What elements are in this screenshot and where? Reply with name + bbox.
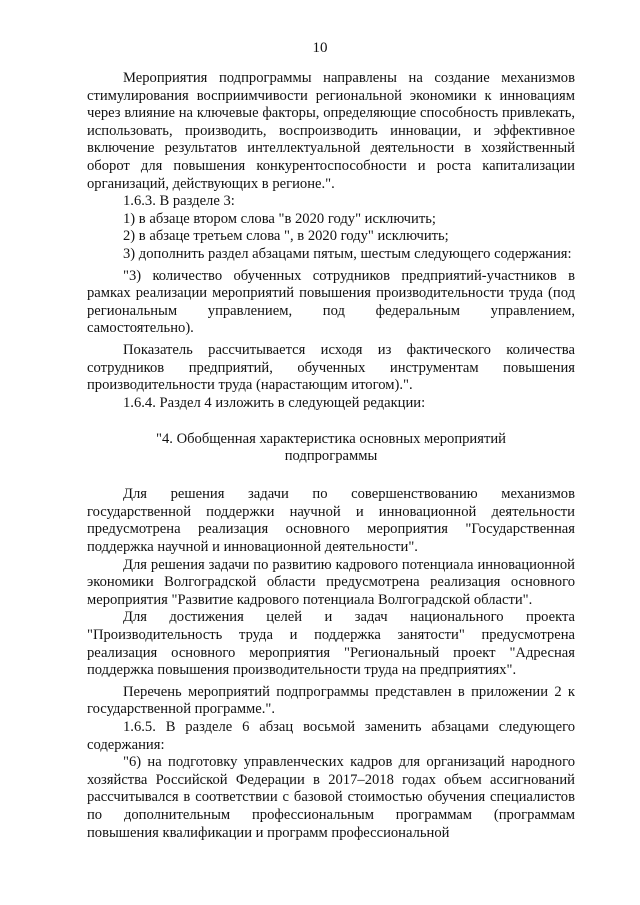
paragraph: "3) количество обученных сотрудников предприятий-участников в рамках реализации мероприятий повышения производительности труда (под региональным управлением, под федеральным управлением, самостоятельно).: [87, 267, 575, 337]
section-heading: [87, 431, 575, 465]
paragraph: Мероприятия подпрограммы направлены на создание механизмов стимулирования восприимчивости региональной экономики к инновациям через влияние на ключевые факторы, определяющие способность привлекать, использовать, производить, воспроизводить инновации, и эффективное включение результатов интеллектуальной деятельности в хозяйственный оборот для повышения конкурентоспособности и роста капитализации организаций, действующих в регионе.".: [87, 70, 575, 192]
paragraph: Для достижения целей и задач национального проекта "Производительность труда и поддержка занятости" предусмотрена реализация основного мероприятия "Региональный проект "Адресная поддержка повышения производительности труда на предприятиях".: [87, 609, 575, 679]
paragraph: Перечень мероприятий подпрограммы представлен в приложении 2 к государственной программе.".: [87, 683, 575, 718]
paragraph: 1) в абзаце втором слова "в 2020 году" исключить;: [123, 210, 436, 227]
paragraph: 3) дополнить раздел абзацами пятым, шестым следующего содержания:: [123, 245, 572, 262]
paragraph: 1.6.4. Раздел 4 изложить в следующей редакции:: [123, 394, 426, 411]
paragraph: Показатель рассчитывается исходя из фактического количества сотрудников предприятий, обученных инструментам повышения производительности труда (нарастающим итогом).".: [87, 341, 575, 394]
section-heading-line: "4. Обобщенная характеристика основных мероприятий: [156, 431, 506, 448]
section-heading-line: подпрограммы: [284, 448, 378, 465]
paragraph: "6) на подготовку управленческих кадров для организаций народного хозяйства Российской Федерации в 2017–2018 годах объем ассигнований рассчитывался в соответствии с базовой стоимостью обучения специалистов по дополнительным профессиональным программам (программам повышения квалификации и программ профессиональной: [87, 754, 575, 841]
paragraph: 2) в абзаце третьем слова ", в 2020 году" исключить;: [123, 228, 449, 245]
paragraph: 1.6.5. В разделе 6 абзац восьмой заменить абзацами следующего содержания:: [87, 719, 575, 753]
document-body: [87, 70, 575, 842]
page-number: 10: [312, 40, 328, 56]
paragraph: Для решения задачи по развитию кадрового потенциала инновационной экономики Волгоградской области предусмотрена реализация основного мероприятия "Развитие кадрового потенциала Волгоградской области".: [87, 556, 575, 608]
paragraph: 1.6.3. В разделе 3:: [123, 193, 235, 210]
paragraph: Для решения задачи по совершенствованию механизмов государственной поддержки научной и инновационной деятельности предусмотрена реализация основного мероприятия "Государственная поддержка научной и инновационной деятельности".: [87, 486, 575, 556]
